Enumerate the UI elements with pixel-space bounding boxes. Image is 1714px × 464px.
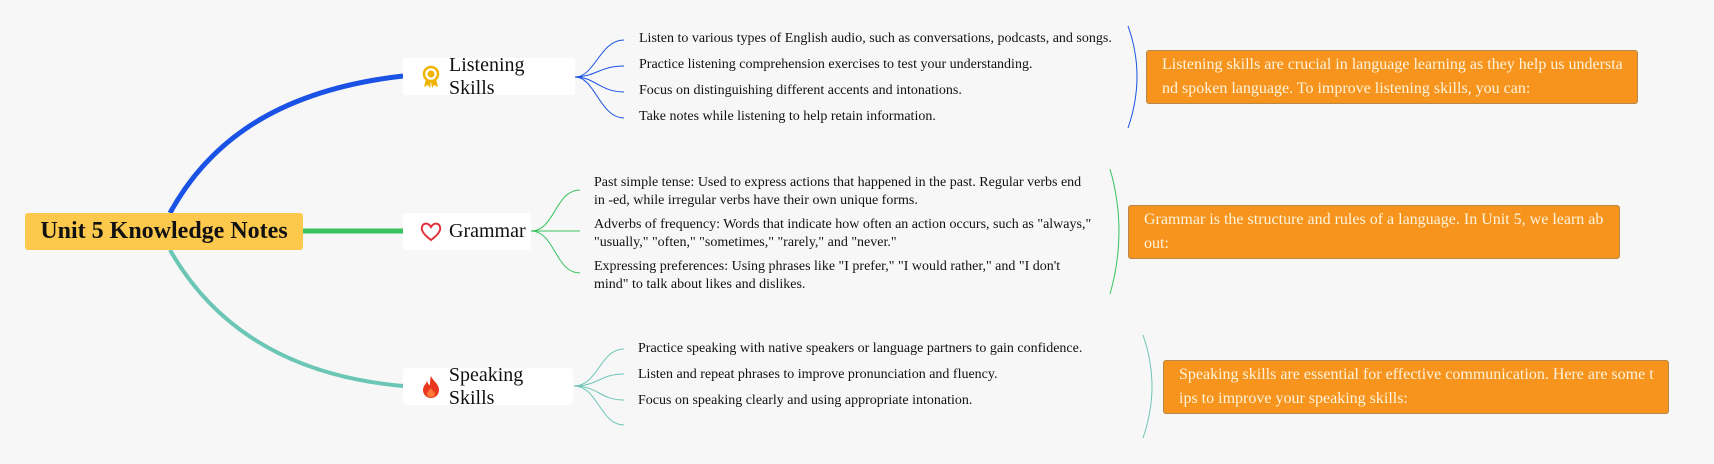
award-ribbon-icon [419, 65, 443, 89]
root-topic[interactable] [25, 213, 303, 250]
leaf-speaking-1[interactable]: Practice speaking with native speakers or language partners to gain confidence. [638, 341, 1083, 356]
leaf-grammar-2[interactable]: Adverbs of frequency: Words that indicate how often an action occurs, such as "always," "usually," "often," "sometimes," "rarely," and "never." [594, 217, 1092, 250]
leaf-speaking-2[interactable]: Listen and repeat phrases to improve pronunciation and fluency. [638, 367, 998, 382]
connector-speaking [170, 250, 403, 386]
listening-leaf-connectors [575, 40, 624, 118]
summary-line: nd spoken language. To improve listening skills, you can: [1162, 80, 1531, 97]
heart-icon [419, 220, 443, 244]
fire-icon [419, 375, 443, 399]
leaf-listening-4[interactable]: Take notes while listening to help retain information. [639, 109, 936, 124]
summary-grammar[interactable] [1128, 205, 1620, 259]
branch-listening-skills[interactable] [403, 53, 575, 99]
summary-listening[interactable] [1146, 50, 1638, 104]
leaf-listening-3[interactable]: Focus on distinguishing different accents and intonations. [639, 83, 962, 98]
summary-bracket-listening [1128, 26, 1137, 128]
summary-line: Listening skills are crucial in language learning as they help us understa [1162, 56, 1623, 73]
branch-label: Grammar [449, 220, 526, 242]
leaf-grammar-3[interactable]: Expressing preferences: Using phrases like "I prefer," "I would rather," and "I don't mind" to talk about likes and dislikes. [594, 259, 1061, 292]
summary-line: Speaking skills are essential for effective communication. Here are some t [1179, 366, 1654, 383]
branch-speaking-skills[interactable] [403, 363, 573, 409]
branch-label: Speaking Skills [448, 363, 524, 409]
summary-line: Grammar is the structure and rules of a language. In Unit 5, we learn ab [1144, 211, 1604, 228]
leaf-speaking-3[interactable]: Focus on speaking clearly and using appropriate intonation. [638, 393, 973, 408]
summary-bracket-speaking [1143, 335, 1152, 438]
summary-speaking[interactable] [1163, 360, 1669, 414]
leaf-listening-2[interactable]: Practice listening comprehension exercises to test your understanding. [639, 57, 1033, 72]
leaf-listening-1[interactable]: Listen to various types of English audio, such as conversations, podcasts, and songs. [639, 31, 1112, 46]
summary-bracket-grammar [1110, 169, 1119, 294]
branch-label: Listening Skills [448, 53, 525, 99]
grammar-leaf-connectors [531, 190, 580, 273]
leaf-grammar-1[interactable]: Past simple tense: Used to express actions that happened in the past. Regular verbs end in -ed, while irregular verbs have their own unique forms. [594, 175, 1082, 208]
speaking-leaf-connectors [574, 349, 624, 425]
connector-listening [170, 76, 403, 213]
branch-grammar[interactable] [403, 213, 531, 250]
root-title: Unit 5 Knowledge Notes [40, 218, 288, 244]
summary-line: ips to improve your speaking skills: [1179, 390, 1408, 407]
summary-line: out: [1144, 235, 1169, 252]
